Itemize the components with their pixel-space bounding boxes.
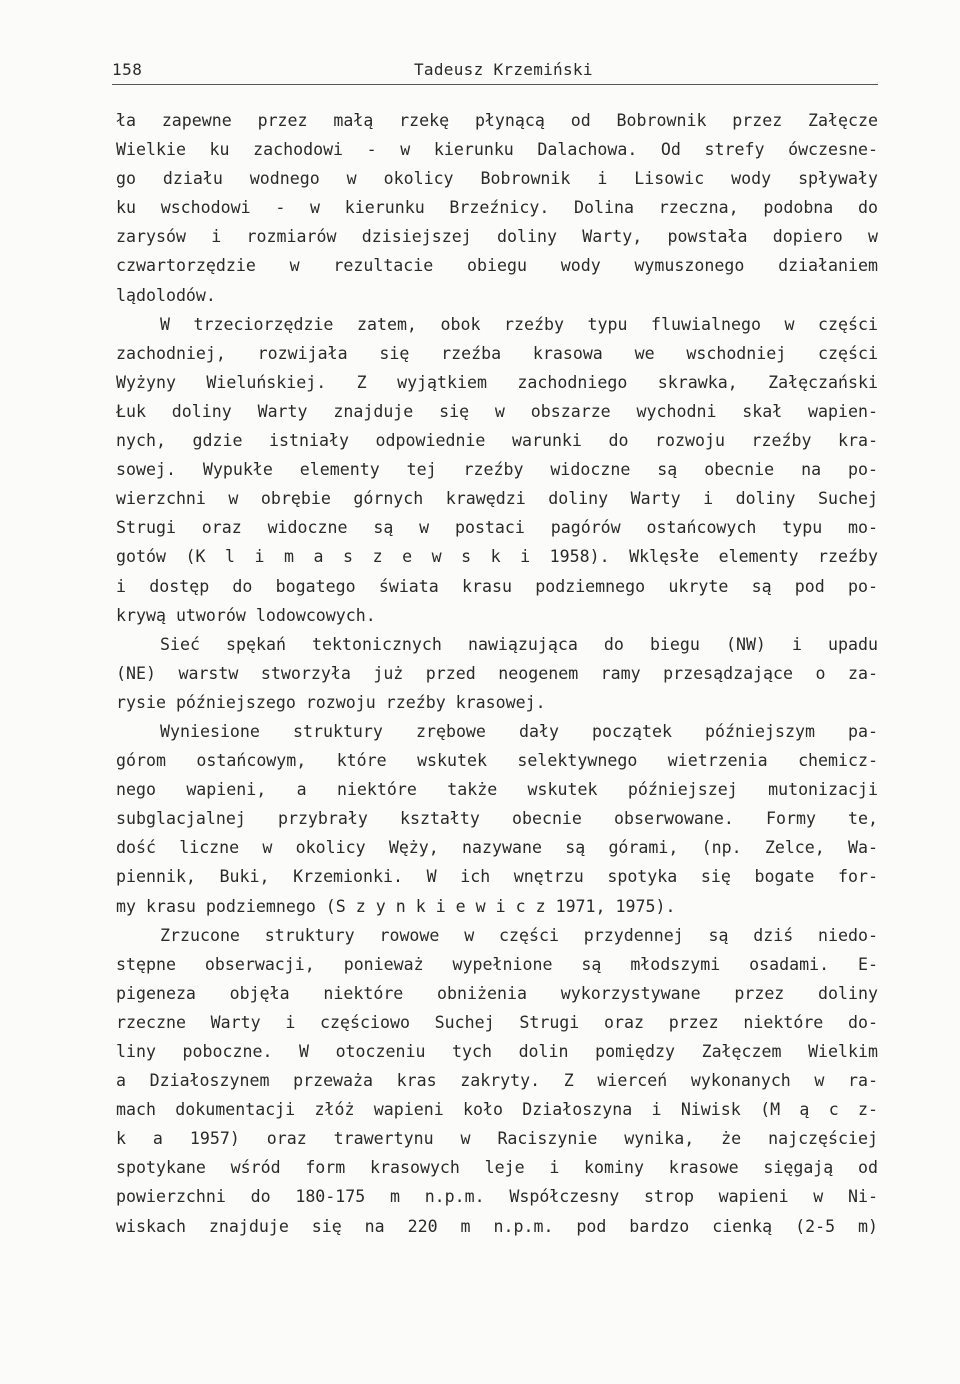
text-line: Wielkie ku zachodowi - w kierunku Dalachowa. Od strefy ówczesne- bbox=[116, 140, 878, 160]
text-line: W trzeciorzędzie zatem, obok rzeźby typu fluwialnego w części bbox=[160, 314, 878, 334]
text-line: k a 1957) oraz trawertynu w Raciszynie wynika, że najczęściej bbox=[116, 1129, 878, 1149]
text-line: pigeneza objęła niektóre obniżenia wykorzystywane przez doliny bbox=[116, 983, 878, 1003]
text-line: dość liczne w okolicy Węży, nazywane są górami, (np. Zelce, Wa- bbox=[116, 838, 878, 858]
text-line: liny poboczne. W otoczeniu tych dolin pomiędzy Załęczem Wielkim bbox=[116, 1042, 878, 1061]
page-number: 158 bbox=[112, 60, 143, 79]
text-line: zarysów i rozmiarów dzisiejszej doliny Warty, powstała dopiero w bbox=[116, 227, 878, 247]
text-line: Strugi oraz widoczne są w postaci pagórów ostańcowych typu mo- bbox=[116, 518, 878, 538]
text-line: rzeczne Warty i częściowo Suchej Strugi oraz przez niektóre do- bbox=[116, 1012, 878, 1032]
page-header bbox=[112, 58, 878, 85]
text-line: mach dokumentacji złóż wapieni koło Działoszyna i Niwisk (M ą c z- bbox=[116, 1100, 878, 1120]
text-line: sowej. Wypukłe elementy tej rzeźby widoczne są obecnie na po- bbox=[116, 460, 878, 480]
text-line: lądolodów. bbox=[116, 285, 216, 305]
text-line: wiskach znajduje się na 220 m n.p.m. pod bardzo cienką (2-5 m) bbox=[116, 1216, 878, 1236]
text-line: czwartorzędzie w rezultacie obiegu wody wymuszonego działaniem bbox=[116, 256, 878, 276]
text-line: spotykane wśród form krasowych leje i kominy krasowe sięgają od bbox=[116, 1158, 878, 1178]
text-line: nego wapieni, a niektóre także wskutek późniejszej mutonizacji bbox=[116, 780, 878, 800]
text-line: a Działoszynem przeważa kras zakryty. Z wierceń wykonanych w ra- bbox=[116, 1071, 878, 1091]
text-line: powierzchni do 180-175 m n.p.m. Współczesny strop wapieni w Ni- bbox=[116, 1187, 878, 1207]
text-line: stępne obserwacji, ponieważ wypełnione są młodszymi osadami. E- bbox=[116, 954, 878, 974]
text-line: Łuk doliny Warty znajduje się w obszarze wychodni skał wapien- bbox=[116, 401, 878, 421]
text-line: rysie późniejszego rozwoju rzeźby krasowej. bbox=[116, 692, 546, 712]
body-text bbox=[116, 106, 878, 1241]
text-line: my krasu podziemnego (S z y n k i e w i c z 1971, 1975). bbox=[116, 896, 676, 916]
text-line: górom ostańcowym, które wskutek selektywnego wietrzenia chemicz- bbox=[116, 751, 878, 771]
text-line: i dostęp do bogatego świata krasu podziemnego ukryte są pod po- bbox=[116, 576, 878, 596]
text-line: piennik, Buki, Krzemionki. W ich wnętrzu spotyka się bogate for- bbox=[116, 867, 878, 887]
text-line: gotów (K l i m a s z e w s k i 1958). Wklęsłe elementy rzeźby bbox=[116, 547, 878, 567]
text-line: ła zapewne przez małą rzekę płynącą od Bobrownik przez Załęcze bbox=[116, 111, 878, 130]
text-line: nych, gdzie istniały odpowiednie warunki do rozwoju rzeźby kra- bbox=[116, 431, 878, 451]
text-line: Zrzucone struktury rowowe w części przydennej są dziś niedo- bbox=[160, 925, 878, 945]
text-line: Sieć spękań tektonicznych nawiązująca do biegu (NW) i upadu bbox=[160, 634, 878, 654]
text-line: wierzchni w obrębie górnych krawędzi doliny Warty i doliny Suchej bbox=[116, 489, 878, 509]
text-line: go działu wodnego w okolicy Bobrownik i Lisowic wody spływały bbox=[116, 169, 878, 189]
text-line: Wyniesione struktury zrębowe dały początek późniejszym pa- bbox=[160, 721, 878, 741]
text-line: subglacjalnej przybrały kształty obecnie obserwowane. Formy te, bbox=[116, 809, 878, 829]
text-line: zachodniej, rozwijała się rzeźba krasowa we wschodniej części bbox=[116, 343, 878, 363]
text-line: (NE) warstw stworzyła już przed neogenem ramy przesądzające o za- bbox=[116, 663, 878, 683]
text-line: ku wschodowi - w kierunku Brzeźnicy. Dolina rzeczna, podobna do bbox=[116, 198, 878, 218]
text-line: krywą utworów lodowcowych. bbox=[116, 605, 376, 625]
running-head: Tadeusz Krzemiński bbox=[414, 60, 593, 79]
text-line: Wyżyny Wieluńskiej. Z wyjątkiem zachodniego skrawka, Załęczański bbox=[116, 372, 878, 392]
